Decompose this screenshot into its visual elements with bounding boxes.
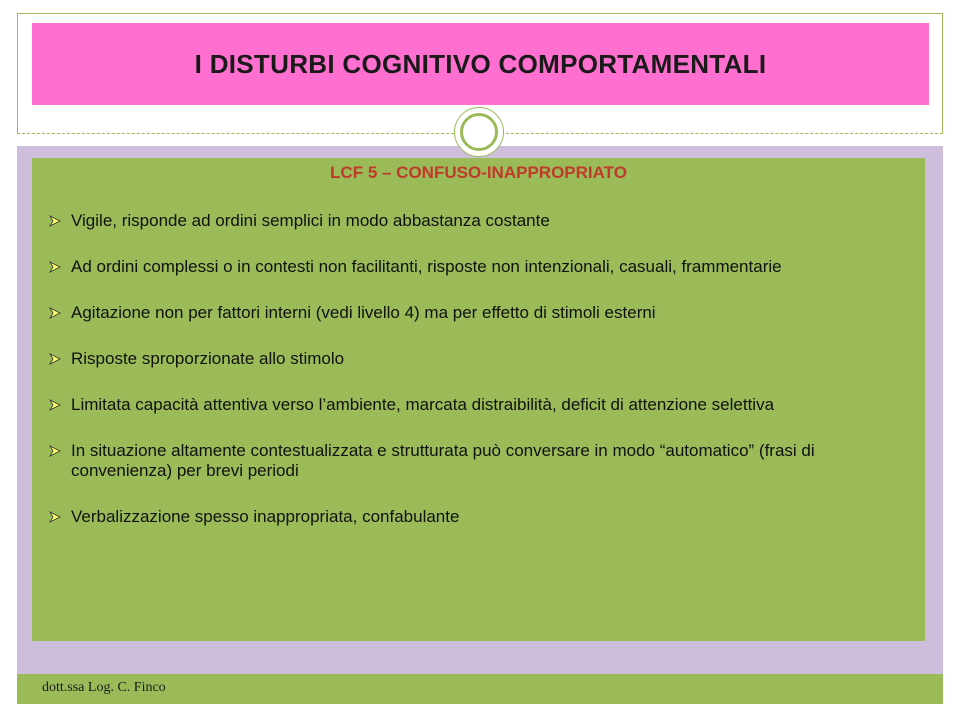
bullet-item [46, 395, 906, 415]
arrow-bullet-icon [49, 307, 61, 319]
bullet-item [46, 257, 906, 277]
bullet-item [46, 507, 906, 527]
arrow-bullet-icon [49, 445, 61, 457]
arrow-bullet-icon [49, 353, 61, 365]
arrow-bullet-icon [49, 399, 61, 411]
arrow-bullet-icon [49, 215, 61, 227]
bullet-item [46, 303, 906, 323]
bullet-text: In situazione altamente contestualizzata e strutturata può conversare in modo “automatico” (frasi di convenienza) per brevi periodi [71, 441, 815, 480]
slide-title: I DISTURBI COGNITIVO COMPORTAMENTALI [194, 48, 767, 79]
bullet-text: Ad ordini complessi o in contesti non facilitanti, risposte non intenzionali, casuali, frammentarie [71, 257, 782, 276]
bullet-item [46, 349, 906, 369]
bullet-list [46, 211, 906, 553]
title-banner [32, 23, 929, 105]
circle-ornament-icon [454, 107, 504, 157]
bullet-item [46, 441, 906, 481]
bullet-item [46, 211, 906, 231]
circle-ring [460, 113, 498, 151]
bullet-text: Risposte sproporzionate allo stimolo [71, 349, 345, 368]
footer-bar [17, 674, 943, 704]
arrow-bullet-icon [49, 511, 61, 523]
bullet-text: Verbalizzazione spesso inappropriata, confabulante [71, 507, 460, 526]
bullet-text: Agitazione non per fattori interni (vedi livello 4) ma per effetto di stimoli esterni [71, 303, 656, 322]
bullet-text: Vigile, risponde ad ordini semplici in modo abbastanza costante [71, 211, 550, 230]
slide-heading: LCF 5 – CONFUSO-INAPPROPRIATO [330, 163, 627, 182]
arrow-bullet-icon [49, 261, 61, 273]
bullet-text: Limitata capacità attentiva verso l’ambiente, marcata distraibilità, deficit di attenzione selettiva [71, 395, 775, 414]
footer-author: dott.ssa Log. C. Finco [42, 680, 166, 695]
